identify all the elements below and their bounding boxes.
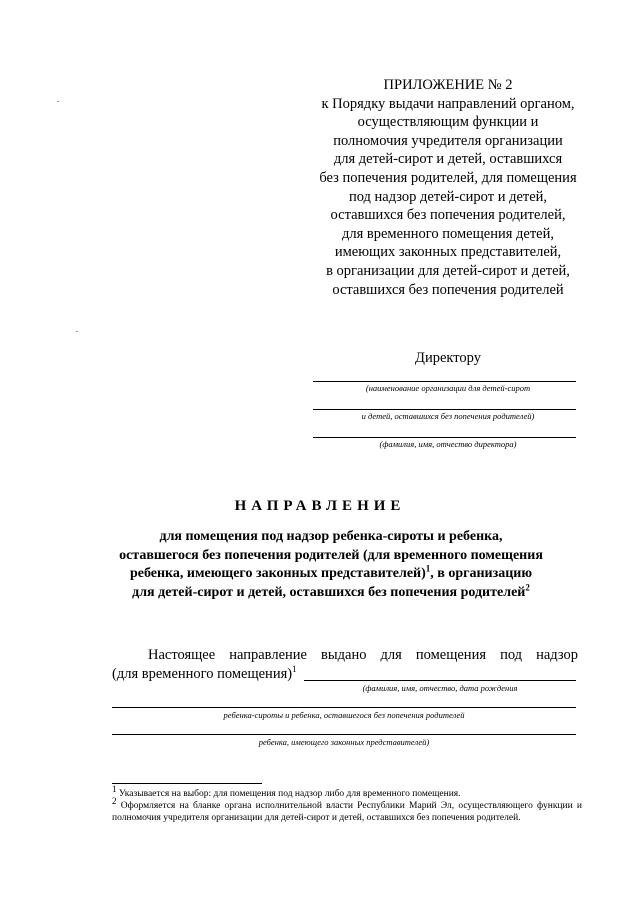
child-status-field-line-2 xyxy=(112,734,576,735)
footnote xyxy=(112,783,582,800)
child-status-caption-2: ребенка, имеющего законных представителей) xyxy=(258,737,430,747)
appendix-line: оставшихся без попечения родителей xyxy=(332,281,564,298)
child-status-field-line xyxy=(112,707,576,708)
subheading-line xyxy=(80,581,582,603)
appendix-line: для детей-сирот и детей, оставшихся xyxy=(333,151,563,168)
body-text-line-1 xyxy=(112,647,578,664)
footnote xyxy=(112,795,582,824)
director-name-caption: (фамилия, имя, отчество директора) xyxy=(379,439,517,449)
org-name-field-line xyxy=(313,381,576,382)
footnote-separator xyxy=(112,783,262,784)
footnote-ref: 1 xyxy=(292,664,297,675)
appendix-line: к Порядку выдачи направлений органом, xyxy=(321,95,575,112)
subheading-line: оставшегося без попечения родителей (для временного помещения xyxy=(119,547,543,563)
appendix-line: без попечения родителей, для помещения xyxy=(319,169,577,186)
footnote-text: Указывается на выбор: для помещения под надзор либо для временного помещения. xyxy=(118,789,461,799)
body-text: Настоящее направление выдано для помещения под надзор xyxy=(148,647,578,663)
subheading-text: ребенка, имеющего законных представителей) xyxy=(129,566,426,581)
appendix-line: для временного помещения детей, xyxy=(341,225,554,242)
document-heading: НАПРАВЛЕНИЕ xyxy=(234,498,406,514)
appendix-header xyxy=(300,76,596,299)
director-name-field-line xyxy=(313,437,576,438)
appendix-line: полномочия учредителя организации xyxy=(333,132,563,149)
appendix-line: в организации для детей-сирот и детей, xyxy=(326,262,570,279)
appendix-title: ПРИЛОЖЕНИЕ № 2 xyxy=(383,77,513,93)
footnotes xyxy=(112,783,582,824)
body-text: (для временного помещения) xyxy=(112,666,293,682)
footnote-ref: 2 xyxy=(525,581,530,592)
child-status-caption: ребенка-сироты и ребенка, оставшегося без попечения родителей xyxy=(223,710,465,720)
org-name-field-line-2 xyxy=(313,409,576,410)
footnote-ref: 1 xyxy=(425,563,431,574)
footnote-text: Оформляется на бланке органа исполнительной власти Республики Марий Эл, осуществляющего функции и полномочия учредителя организации для детей-сирот и детей, оставшихся без попечения родителей. xyxy=(112,801,582,823)
subheading-line xyxy=(80,565,582,584)
appendix-line: осуществляющим функции и xyxy=(357,114,539,131)
subheading-text: для детей-сирот и детей, оставшихся без попечения родителей xyxy=(132,584,526,600)
org-name-caption: (наименование организации для детей-сирот xyxy=(365,383,531,393)
footnote-mark: 1 xyxy=(112,783,117,794)
scan-speck xyxy=(57,101,59,102)
addressee-label: Директору xyxy=(415,350,481,366)
org-name-caption-2: и детей, оставшихся без попечения родителей) xyxy=(361,411,535,421)
scan-speck xyxy=(76,331,78,332)
appendix-line: оставшихся без попечения родителей, xyxy=(330,207,566,224)
footnote-mark: 2 xyxy=(112,795,117,806)
body-text-line-2 xyxy=(112,666,297,683)
document-subheading xyxy=(80,528,582,602)
child-name-caption: (фамилия, имя, отчество, дата рождения xyxy=(362,683,518,693)
appendix-line: имеющих законных представителей, xyxy=(334,244,562,261)
subheading-text: , в организацию xyxy=(430,566,533,581)
subheading-line: для помещения под надзор ребенка-сироты и ребенка, xyxy=(159,529,503,544)
appendix-line: под надзор детей-сирот и детей, xyxy=(348,188,548,205)
child-name-field-line xyxy=(304,680,576,681)
